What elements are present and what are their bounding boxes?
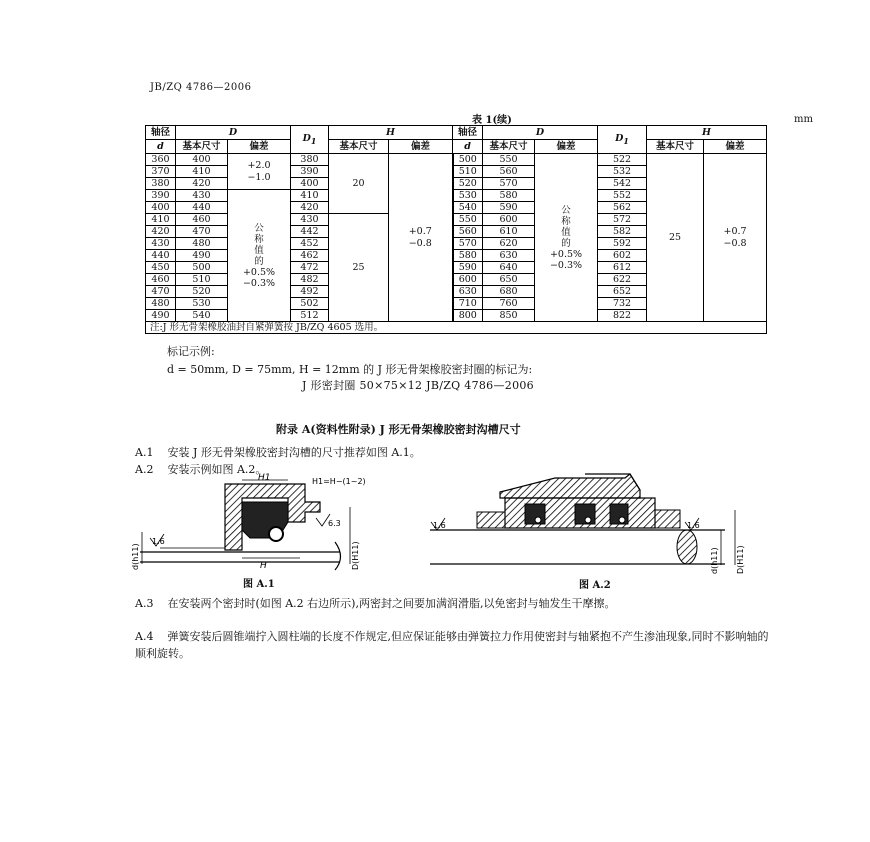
cell-D1: 502 — [291, 298, 329, 310]
cell-shaft-d-2: 510 — [453, 166, 483, 178]
col-head-shaft-2: 轴径 — [453, 126, 483, 140]
cell-D1: 462 — [291, 250, 329, 262]
cell-shaft-d-2: 800 — [453, 310, 483, 322]
clause-a1: A.1 安装 J 形无骨架橡胶密封沟槽的尺寸推荐如图 A.1。 — [135, 446, 421, 459]
cell-D1-2: 552 — [598, 190, 647, 202]
cell-D1-2: 542 — [598, 178, 647, 190]
cell-D1-2: 732 — [598, 298, 647, 310]
cell-shaft-d-2: 570 — [453, 238, 483, 250]
cell-D1: 472 — [291, 262, 329, 274]
cell-D-basic: 520 — [176, 286, 228, 298]
cell-shaft-d-2: 600 — [453, 274, 483, 286]
col-head-H: H — [329, 126, 453, 140]
cell-D-basic-2: 620 — [483, 238, 535, 250]
cell-shaft-d: 450 — [146, 262, 176, 274]
roughness-1-6: 1.6 — [152, 537, 165, 546]
cell-D-basic-2: 680 — [483, 286, 535, 298]
figure-a1 — [130, 472, 366, 572]
col-head-basic: 基本尺寸 — [176, 140, 228, 154]
shaft-end — [677, 530, 697, 564]
cell-D-basic: 460 — [176, 214, 228, 226]
cell-shaft-d-2: 580 — [453, 250, 483, 262]
formula-H1: H1=H−(1~2) — [312, 477, 366, 486]
figure-a2 — [425, 470, 745, 575]
cell-D1-2: 592 — [598, 238, 647, 250]
cell-D-basic: 470 — [176, 226, 228, 238]
cell-shaft-d-2: 520 — [453, 178, 483, 190]
cell-D-deviation-right: 公 称 值 的 +0.5% −0.3% — [535, 154, 598, 322]
table-row — [146, 154, 767, 166]
label-H: H — [260, 561, 267, 571]
clause-a3: A.3 在安装两个密封时(如图 A.2 右边所示),两密封之间要加满润滑脂,以免密封与轴发生干摩擦。 — [135, 597, 616, 610]
cell-D1: 410 — [291, 190, 329, 202]
appendix-title: 附录 A(资料性附录) J 形无骨架橡胶密封沟槽尺寸 — [276, 423, 521, 436]
col-head-H-basic-2: 基本尺寸 — [647, 140, 704, 154]
cell-D1-2: 822 — [598, 310, 647, 322]
cell-D-basic-2: 760 — [483, 298, 535, 310]
col-head-basic-2: 基本尺寸 — [483, 140, 535, 154]
roughness-1-6-right: 1.6 — [687, 521, 700, 530]
cell-H-deviation-right: +0.7 −0.8 — [704, 154, 767, 322]
cell-D-basic: 420 — [176, 178, 228, 190]
cell-H-right: 25 — [647, 154, 704, 322]
cell-D-basic: 410 — [176, 166, 228, 178]
cell-shaft-d: 410 — [146, 214, 176, 226]
marking-title: 标记示例: — [167, 345, 215, 358]
cell-D1-2: 582 — [598, 226, 647, 238]
cell-D-basic: 540 — [176, 310, 228, 322]
table-caption: 表 1(续) — [472, 115, 512, 126]
col-head-d: d — [146, 140, 176, 154]
end-cap — [477, 512, 505, 528]
cell-D1: 492 — [291, 286, 329, 298]
cell-shaft-d: 440 — [146, 250, 176, 262]
label-H1: H1 — [258, 473, 271, 483]
col-head-shaft: 轴径 — [146, 126, 176, 140]
cell-shaft-d-2: 500 — [453, 154, 483, 166]
cell-shaft-d: 380 — [146, 178, 176, 190]
col-head-deviation: 偏差 — [228, 140, 291, 154]
cell-shaft-d-2: 540 — [453, 202, 483, 214]
cell-D-basic: 500 — [176, 262, 228, 274]
cell-D-basic: 480 — [176, 238, 228, 250]
cell-D-basic: 530 — [176, 298, 228, 310]
col-head-D1: $D_1$ — [291, 126, 329, 154]
label-d-h11-2: d(h11) — [710, 547, 719, 574]
cell-H-bottom: 25 — [329, 214, 389, 322]
cell-D1-2: 612 — [598, 262, 647, 274]
marking-line: d = 50mm, D = 75mm, H = 12mm 的 J 形无骨架橡胶密封圈的标记为: — [167, 363, 533, 376]
cell-shaft-d: 430 — [146, 238, 176, 250]
cell-D1: 400 — [291, 178, 329, 190]
cell-shaft-d-2: 530 — [453, 190, 483, 202]
cell-shaft-d: 490 — [146, 310, 176, 322]
cell-shaft-d: 370 — [146, 166, 176, 178]
cell-D1: 452 — [291, 238, 329, 250]
cell-D-basic-2: 650 — [483, 274, 535, 286]
cell-D1: 442 — [291, 226, 329, 238]
cell-shaft-d-2: 550 — [453, 214, 483, 226]
col-head-H-deviation-2: 偏差 — [704, 140, 767, 154]
col-head-H-basic: 基本尺寸 — [329, 140, 389, 154]
col-head-deviation-2: 偏差 — [535, 140, 598, 154]
cell-D1: 390 — [291, 166, 329, 178]
cell-shaft-d-2: 630 — [453, 286, 483, 298]
label-d-h11: d(h11) — [131, 543, 140, 570]
cell-D1-2: 652 — [598, 286, 647, 298]
cell-D-deviation-top: +2.0 −1.0 — [228, 154, 291, 190]
cell-shaft-d: 470 — [146, 286, 176, 298]
cell-D-basic-2: 570 — [483, 178, 535, 190]
document-code: JB/ZQ 4786—2006 — [150, 82, 252, 93]
table-unit: mm — [794, 114, 813, 125]
roughness-6-3: 6.3 — [328, 519, 341, 528]
figure-a2-caption: 图 A.2 — [579, 580, 611, 591]
cell-D-basic: 440 — [176, 202, 228, 214]
cell-D1: 430 — [291, 214, 329, 226]
col-head-H-deviation: 偏差 — [389, 140, 453, 154]
cell-D1: 380 — [291, 154, 329, 166]
cell-D1-2: 522 — [598, 154, 647, 166]
cell-H-top: 20 — [329, 154, 389, 214]
cell-shaft-d: 400 — [146, 202, 176, 214]
cell-D1-2: 562 — [598, 202, 647, 214]
cell-H-deviation-left: +0.7 −0.8 — [389, 154, 453, 322]
col-head-d-2: d — [453, 140, 483, 154]
cell-D-basic: 490 — [176, 250, 228, 262]
col-head-D1-2: $D_1$ — [598, 126, 647, 154]
cell-D-basic-2: 590 — [483, 202, 535, 214]
cell-shaft-d: 460 — [146, 274, 176, 286]
cell-D-basic-2: 850 — [483, 310, 535, 322]
marking-code: J 形密封圈 50×75×12 JB/ZQ 4786—2006 — [302, 379, 534, 392]
col-head-D-2: D — [483, 126, 598, 140]
cell-D-basic-2: 640 — [483, 262, 535, 274]
figure-a1-caption: 图 A.1 — [243, 579, 275, 590]
cell-D1-2: 572 — [598, 214, 647, 226]
cell-D-basic-2: 560 — [483, 166, 535, 178]
cell-D1-2: 622 — [598, 274, 647, 286]
cell-shaft-d: 420 — [146, 226, 176, 238]
table-note: 注:J 形无骨架橡胶油封自紧弹簧按 JB/ZQ 4605 选用。 — [146, 322, 767, 334]
spring-circle — [269, 527, 283, 541]
cell-D1: 420 — [291, 202, 329, 214]
cell-D-deviation-bottom: 公 称 值 的 +0.5% −0.3% — [228, 190, 291, 322]
label-D-H11: D(H11) — [351, 541, 360, 570]
housing-top — [500, 474, 640, 498]
cell-D-basic: 400 — [176, 154, 228, 166]
cell-D-basic-2: 580 — [483, 190, 535, 202]
cell-shaft-d: 480 — [146, 298, 176, 310]
cell-shaft-d: 360 — [146, 154, 176, 166]
cell-D-basic-2: 630 — [483, 250, 535, 262]
col-head-H-2: H — [647, 126, 767, 140]
cell-D-basic-2: 600 — [483, 214, 535, 226]
col-head-D: D — [176, 126, 291, 140]
label-D-H11-2: D(H11) — [736, 545, 745, 574]
clause-a4: A.4 弹簧安装后圆锥端拧入圆柱端的长度不作规定,但应保证能够由弹簧拉力作用使密封与轴紧抱不产生渗油现象,同时不影响轴的顺利旋转。 — [135, 630, 769, 660]
cell-shaft-d-2: 710 — [453, 298, 483, 310]
cell-shaft-d-2: 560 — [453, 226, 483, 238]
cell-shaft-d-2: 590 — [453, 262, 483, 274]
roughness-1-6-left: 1.6 — [433, 521, 446, 530]
cell-D1: 512 — [291, 310, 329, 322]
cell-shaft-d: 390 — [146, 190, 176, 202]
cell-D1-2: 532 — [598, 166, 647, 178]
cell-D-basic-2: 610 — [483, 226, 535, 238]
cell-D1-2: 602 — [598, 250, 647, 262]
seal-size-table — [145, 125, 767, 334]
cell-D-basic: 430 — [176, 190, 228, 202]
cell-D-basic-2: 550 — [483, 154, 535, 166]
cell-D1: 482 — [291, 274, 329, 286]
clause-a2: A.2 安装示例如图 A.2。 — [135, 463, 267, 476]
cell-D-basic: 510 — [176, 274, 228, 286]
